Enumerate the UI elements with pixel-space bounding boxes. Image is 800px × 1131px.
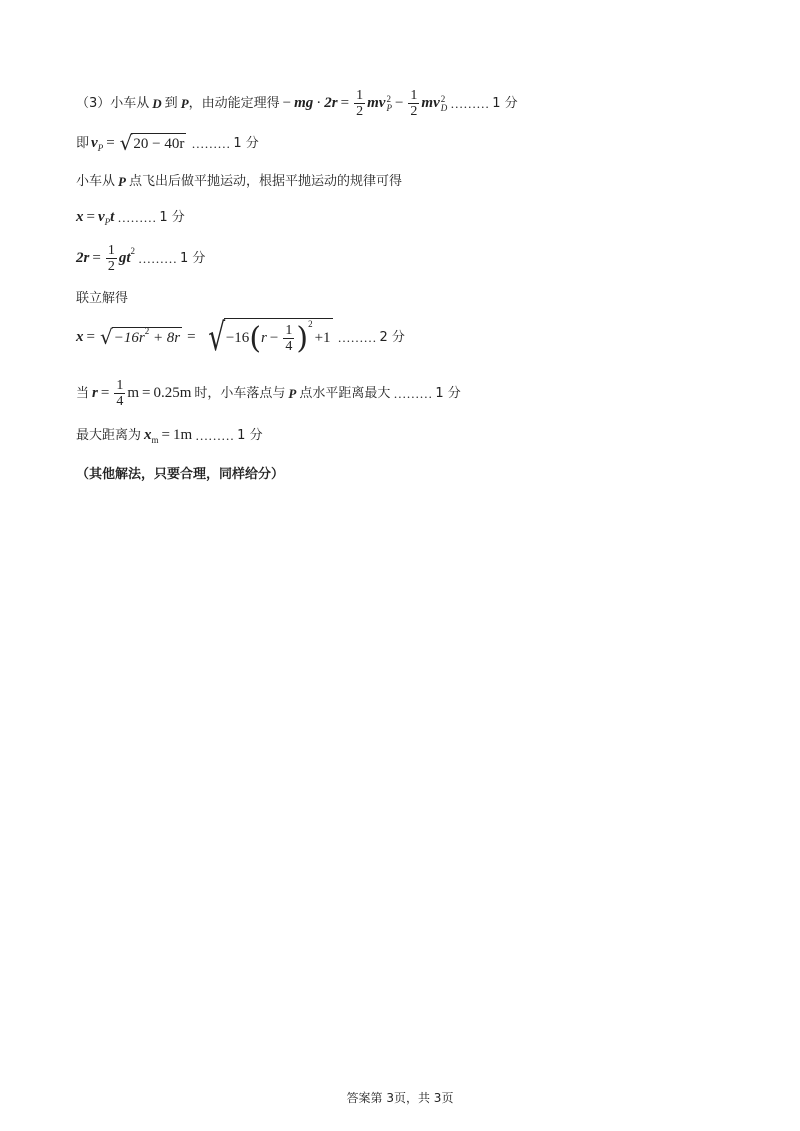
dots: ……… bbox=[195, 428, 235, 443]
point-p: P bbox=[288, 386, 297, 401]
equals-sign: = bbox=[86, 209, 95, 225]
score: 1 分 bbox=[492, 96, 518, 111]
radical-sign: √ bbox=[207, 315, 225, 359]
line8-text1: 时，小车落点与 bbox=[194, 386, 286, 401]
fraction-half: $\frac{1}{2}$ bbox=[107, 243, 115, 274]
term-mv-d: mv bbox=[421, 95, 440, 111]
line-x-solution bbox=[76, 315, 405, 359]
line-max-condition bbox=[76, 378, 461, 409]
line1-text: ，由动能定理得 bbox=[188, 96, 280, 111]
line3-text: 小车从 bbox=[76, 174, 116, 189]
sub-p: P bbox=[97, 142, 104, 153]
term1-supsub: 2 P bbox=[386, 93, 392, 113]
line1-prefix: （3）小车从 bbox=[76, 96, 150, 111]
fraction-half-1: $\frac{1}{2}$ bbox=[356, 88, 364, 119]
term-mv-p: mv bbox=[367, 95, 386, 111]
equals-sign: = bbox=[92, 250, 101, 266]
sup-2: 2 bbox=[130, 246, 135, 256]
line-note bbox=[76, 468, 284, 481]
line-2r-gt2 bbox=[76, 243, 205, 274]
term2-supsub: 2 D bbox=[440, 93, 448, 113]
radical-sign: √ bbox=[99, 325, 113, 349]
score: 1 分 bbox=[435, 386, 461, 401]
line-max-distance bbox=[76, 428, 263, 443]
equals-sign: = bbox=[100, 385, 110, 401]
lhs-2r: 2r bbox=[76, 250, 90, 266]
fraction-half-2: $\frac{1}{2}$ bbox=[410, 88, 418, 119]
equals-sign: = bbox=[161, 427, 170, 443]
score: 1 分 bbox=[237, 428, 263, 443]
score: 2 分 bbox=[379, 329, 405, 345]
radicand: 20 − 40r bbox=[131, 133, 186, 153]
dots: ……… bbox=[191, 135, 231, 151]
equals-sign-2: = bbox=[187, 328, 196, 345]
score: 1 分 bbox=[179, 251, 206, 266]
var-v: v bbox=[91, 134, 98, 151]
line-vp bbox=[76, 133, 259, 153]
line8-prefix: 当 bbox=[76, 386, 90, 401]
equals-sign-1: = bbox=[86, 328, 95, 345]
lhs-minus: − bbox=[282, 95, 292, 111]
note-text: （其他解法，只要合理，同样给分） bbox=[76, 467, 285, 482]
term-gt: gt bbox=[118, 250, 131, 266]
line3-rest: 点飞出后做平抛运动，根据平抛运动的规律可得 bbox=[128, 174, 402, 189]
sub-m: m bbox=[151, 435, 159, 445]
page-footer: 答案第 3页，共 3页 bbox=[346, 1091, 454, 1105]
score: 1 分 bbox=[159, 210, 185, 225]
line1-to: 到 bbox=[164, 96, 178, 111]
point-p: P bbox=[180, 96, 189, 111]
equals-sign: = bbox=[106, 134, 115, 151]
lhs-dot: · bbox=[316, 95, 322, 111]
var-t: t bbox=[110, 209, 115, 225]
sqrt-vp bbox=[120, 133, 187, 153]
var-r: r bbox=[92, 385, 98, 401]
fraction-quarter: $\frac{1}{4}$ bbox=[116, 378, 124, 409]
line9-prefix: 最大距离为 bbox=[76, 428, 142, 443]
equals-sign-2: = bbox=[142, 385, 151, 401]
line6-text: 联立解得 bbox=[76, 291, 129, 306]
dots: ……… bbox=[337, 329, 377, 345]
unit-m: m bbox=[127, 385, 139, 401]
point-p: P bbox=[118, 174, 126, 189]
value-025m: 0.25m bbox=[153, 385, 192, 401]
line-combine bbox=[76, 292, 128, 305]
dots: ……… bbox=[393, 386, 433, 401]
dots: ……… bbox=[117, 210, 157, 225]
sqrt-2 bbox=[201, 315, 333, 359]
fraction-quarter: $\frac{1}{4}$ bbox=[285, 323, 293, 354]
var-x: x bbox=[76, 209, 84, 225]
var-x: x bbox=[144, 427, 152, 443]
score: 1 分 bbox=[233, 135, 259, 151]
line-kinetic-energy-theorem bbox=[76, 88, 518, 119]
line-projectile-intro bbox=[76, 175, 402, 188]
value-1m: 1m bbox=[173, 427, 193, 443]
dots: ……… bbox=[137, 251, 177, 266]
line-x-vpt bbox=[76, 210, 185, 225]
radicand-2: −16 ( r − $\frac{1}{4}$ ) 2 +1 bbox=[225, 319, 331, 356]
point-d: D bbox=[152, 96, 162, 111]
dots: ……… bbox=[450, 96, 490, 111]
lhs-mg: mg bbox=[294, 95, 314, 111]
var-x: x bbox=[76, 328, 84, 345]
minus-sign: − bbox=[394, 95, 404, 111]
radical-sign: √ bbox=[119, 131, 133, 155]
line8-text2: 点水平距离最大 bbox=[299, 386, 391, 401]
equals-sign: = bbox=[340, 95, 350, 111]
sqrt-1 bbox=[100, 327, 182, 347]
lhs-2r: 2r bbox=[324, 95, 338, 111]
var-v: v bbox=[97, 209, 105, 225]
sub-p: P bbox=[104, 217, 111, 227]
line2-prefix: 即 bbox=[76, 135, 90, 151]
radicand-1: −16r 2 + 8r bbox=[113, 326, 181, 346]
